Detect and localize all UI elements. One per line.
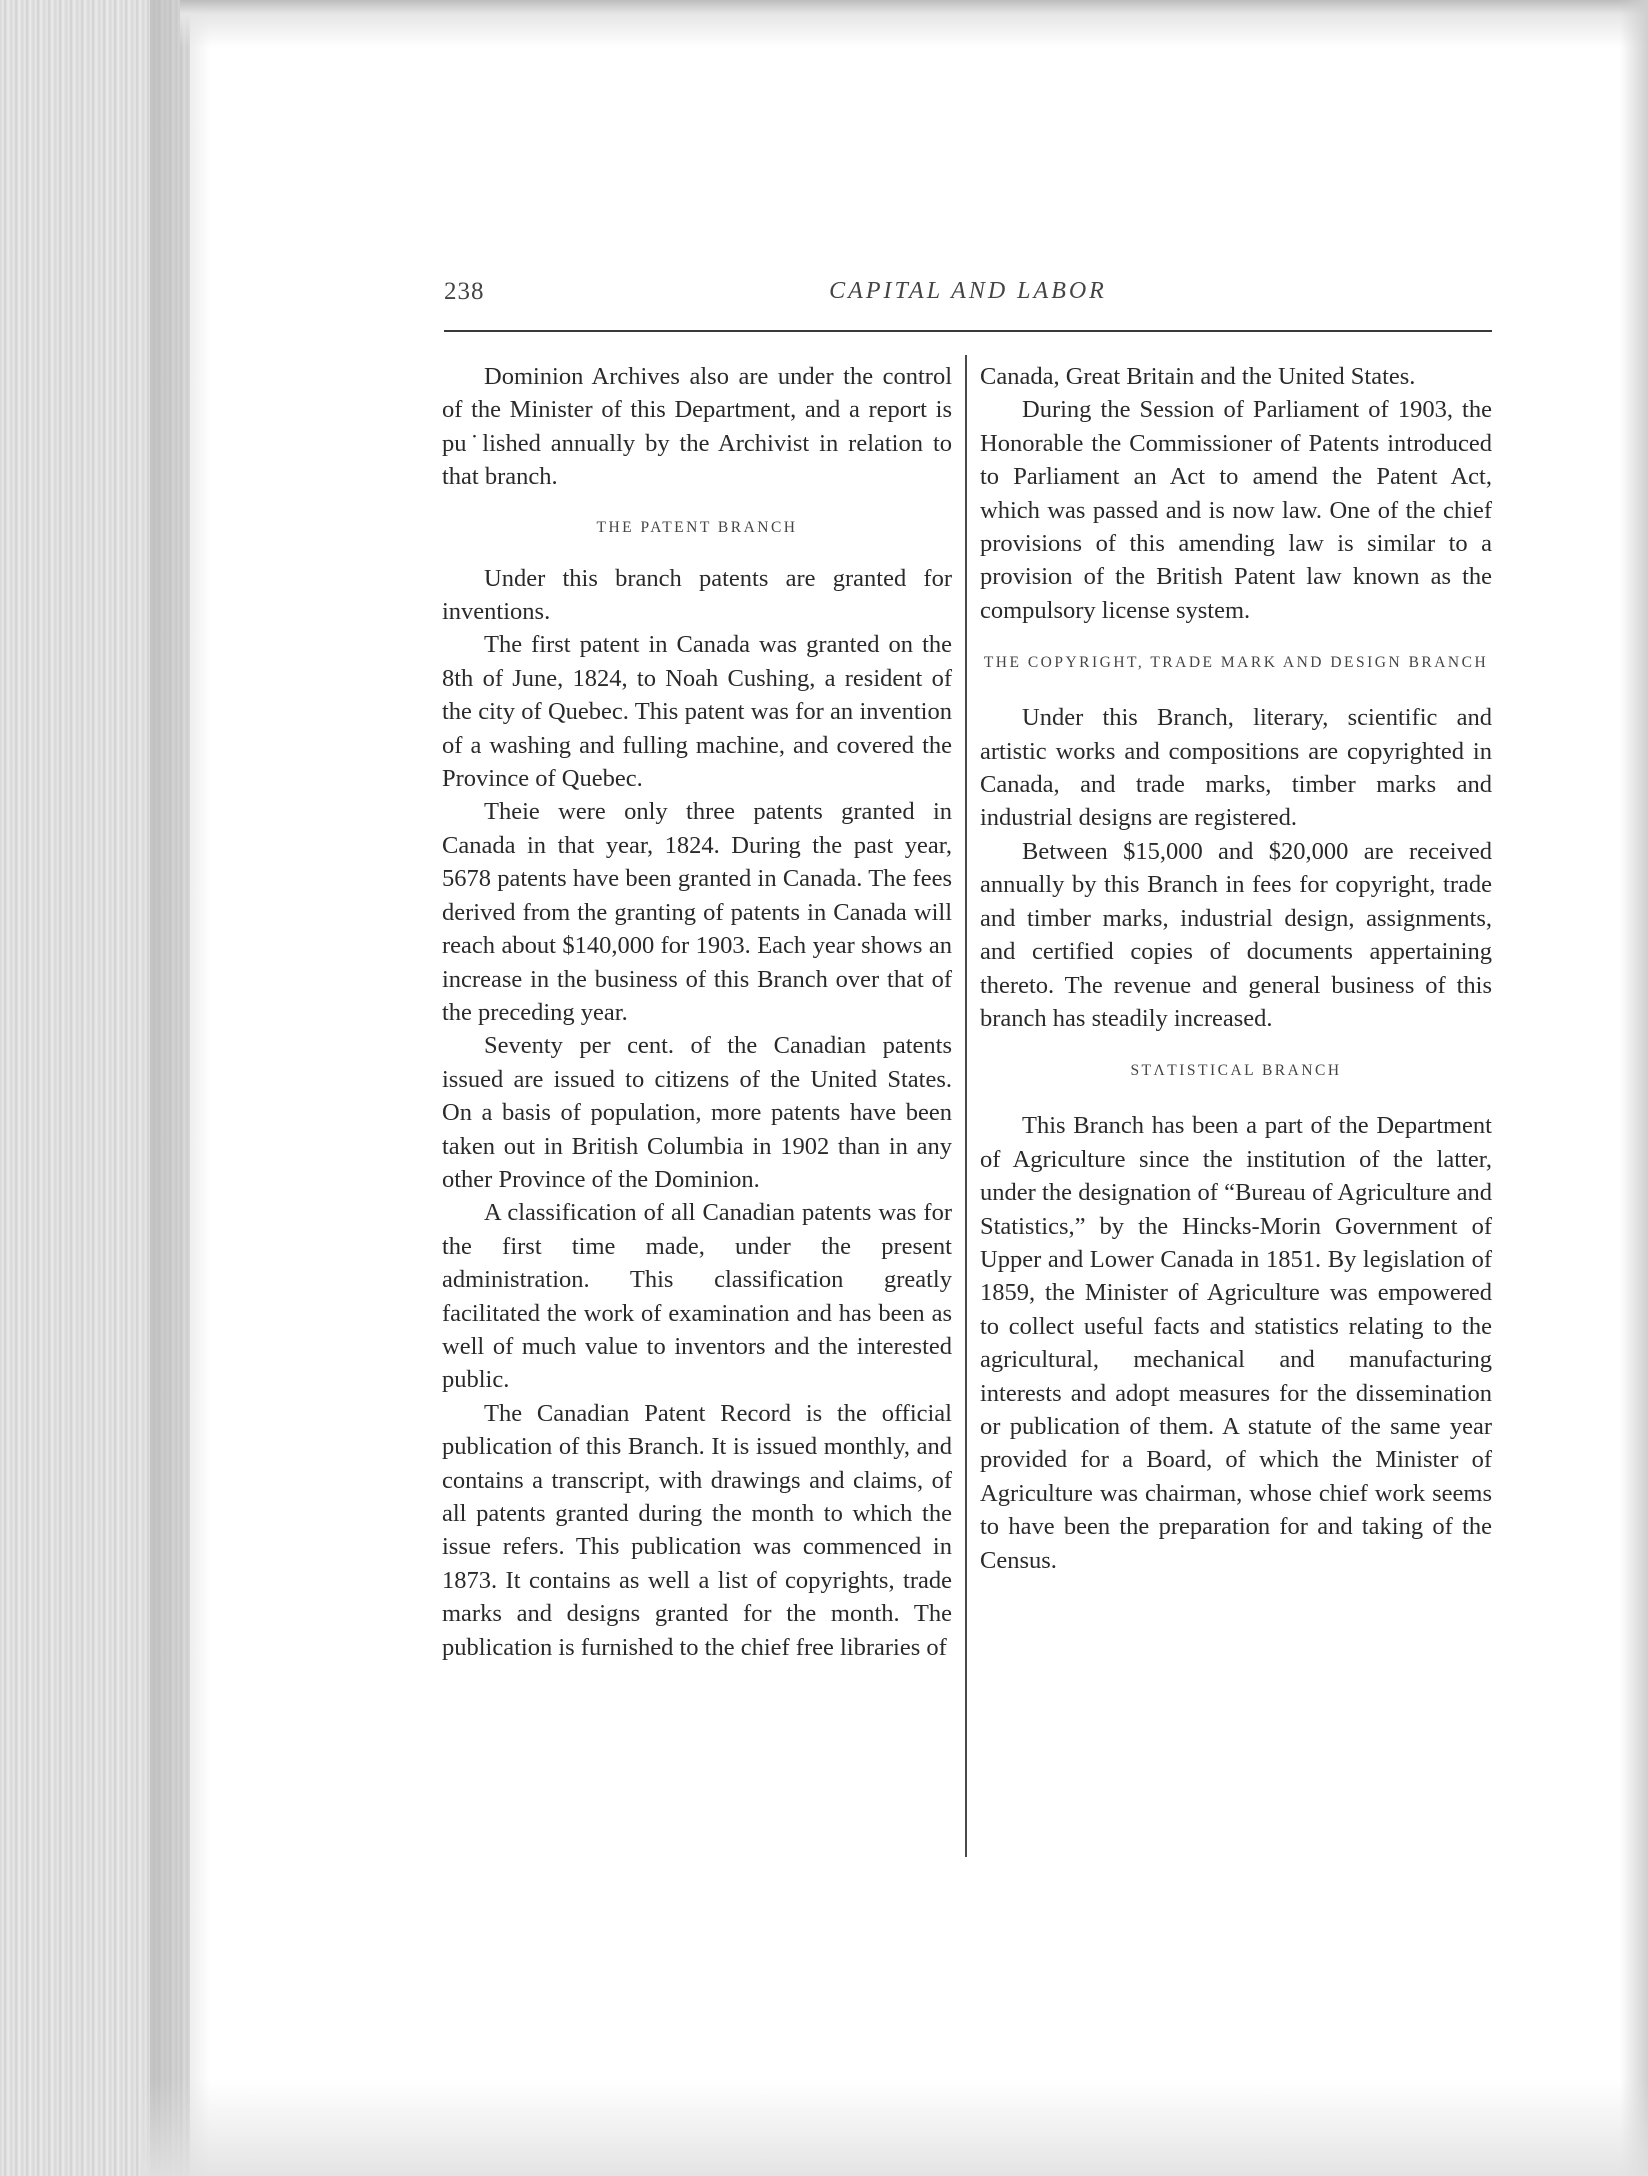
right-shadow [1620,0,1648,2176]
section-heading-patent-branch: THE PATENT BRANCH [596,518,798,536]
header-rule [444,330,1492,332]
running-head [444,278,1492,318]
right-column [980,360,1492,1577]
paragraph: During the Session of Parliament of 1903, the Honorable the Commissioner of Patents introduced to Parliament an Act to amend the Patent Act, which was passed and is now law. One of the chief provisions of this amending law is similar to a provision of the British Patent law known as the compulsory license system. [980,396,1492,624]
paragraph: The first patent in Canada was granted on the 8th of June, 1824, to Noah Cushing, a resident of the city of Quebec. This patent was for an invention of a washing and fulling machine, and covered the Province of Quebec. [442,631,952,793]
paragraph: Seventy per cent. of the Canadian patents issued are issued to citizens of the United States. On a basis of population, more patents have been taken out in British Columbia in 1902 than in any other Province of the Dominion. [442,1032,952,1193]
paragraph: This Branch has been a part of the Department of Agriculture since the institution of the latter, under the designation of “Bureau of Agriculture and Statistics,” by the Hincks-Morin Government of Upper and Lower Canada in 1851. By legislation of 1859, the Minister of Agriculture was empowered to collect useful facts and statistics relating to the agricultural, mechanical and manufacturing interests and adopt measures for the dissemination or publication of them. A statute of the same year provided for a Board, of which the Minister of Agriculture was chairman, whose chief work seems to have been the preparation for and taking of the Census. [980,1112,1492,1574]
gutter-shadow [150,0,210,2176]
column-divider [965,355,967,1857]
running-title: CAPITAL AND LABOR [829,278,1107,304]
paragraph: Theie were only three patents granted in Canada in that year, 1824. During the past year, 5678 patents have been granted in Canada. The fees derived from the granting of patents in Canada will reach about $140,000 for 1903. Each year shows an increase in the business of this Branch over that of the preceding year. [442,798,952,1026]
paragraph: Under this Branch, literary, scientific and artistic works and compositions are copyrighted in Canada, and trade marks, timber marks and industrial designs are registered. [980,704,1492,832]
section-heading-copyright-branch: THE COPYRIGHT, TRADE MARK AND DESIGN BRANCH [983,654,1489,672]
left-column [442,360,952,1664]
paragraph: The Canadian Patent Record is the official publication of this Branch. It is issued monthly, and contains a transcript, with drawings and claims, of all patents granted during the month to which the issue refers. This publication was commenced in 1873. It contains as well a list of copyrights, trade marks and designs granted for the month. The publication is furnished to the chief free libraries of [442,1399,952,1661]
paragraph: Dominion Archives also are under the control of the Minister of this Department, and a report is pu˙lished annually by the Archivist in relation to that branch. [442,363,952,491]
paragraph: A classification of all Canadian patents was for the first time made, under the present administration. This classification greatly facilitated the work of examination and has been as well of much value to inventors and the interested public. [442,1199,952,1394]
paragraph: Under this branch patents are granted for inventions. [442,564,952,626]
page-number: 238 [444,278,485,305]
section-heading-statistical-branch: STΛTISTICAL BRANCH [1130,1062,1342,1080]
top-shadow [180,0,1648,48]
paragraph: Between $15,000 and $20,000 are received annually by this Branch in fees for copyright, trade and timber marks, industrial design, assignments, and certified copies of documents appertaining thereto. The revenue and general business of this branch has steadily increased. [980,837,1492,1032]
bottom-shadow [140,2080,1648,2176]
paragraph: Canada, Great Britain and the United States. [980,363,1416,390]
